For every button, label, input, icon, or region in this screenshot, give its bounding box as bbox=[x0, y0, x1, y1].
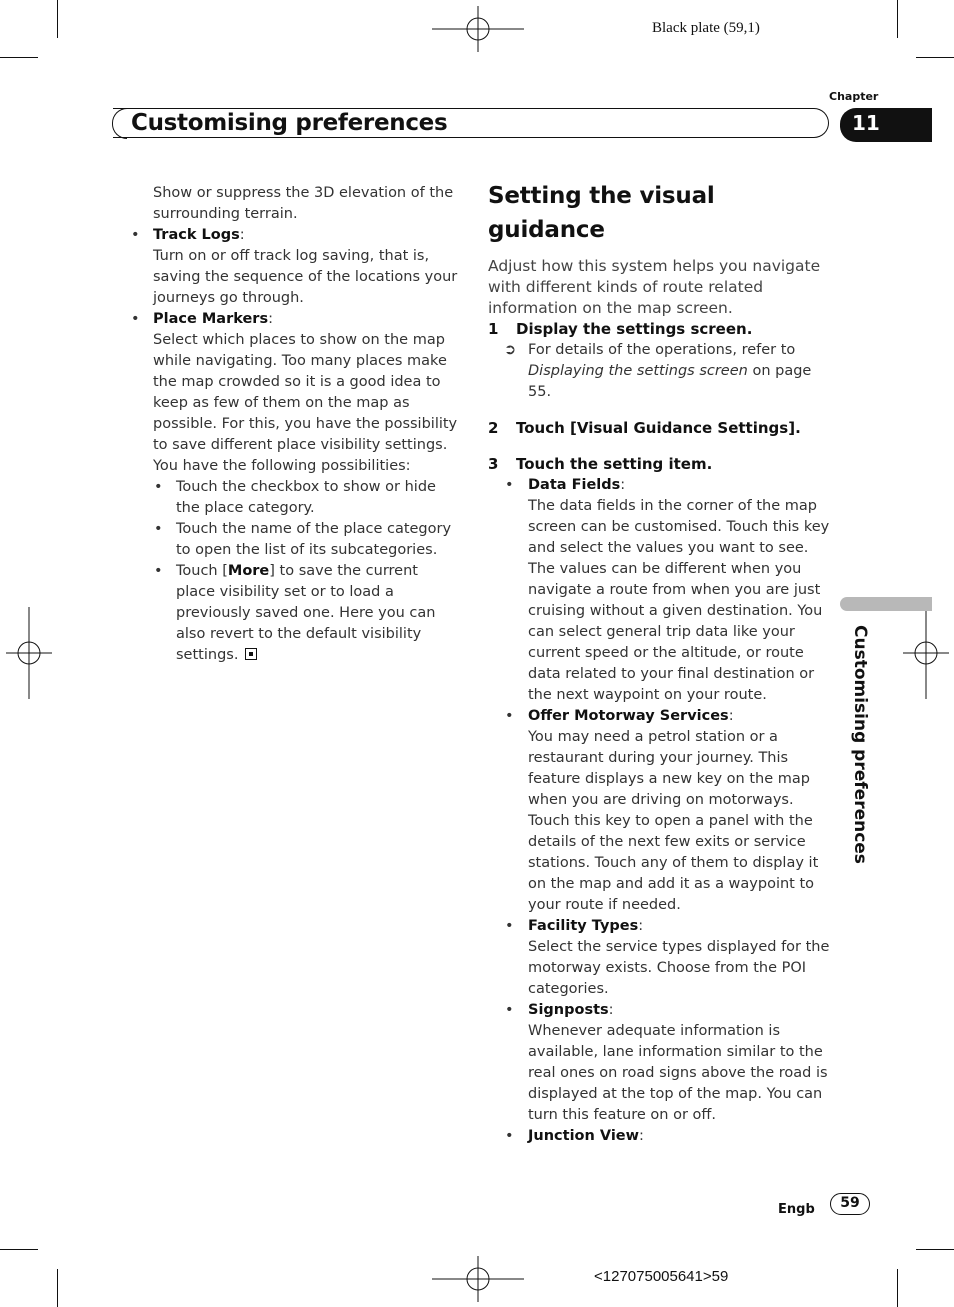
page-number: 59 bbox=[830, 1193, 870, 1215]
crop-mark bbox=[0, 1249, 38, 1250]
setting-item-junction-view: • Junction View: bbox=[505, 1128, 644, 1144]
chapter-number: 11 bbox=[852, 111, 880, 135]
step-1 bbox=[488, 319, 833, 340]
setting-item-motorway-services: • Offer Motorway Services: bbox=[505, 708, 734, 724]
registration-mark-left bbox=[6, 607, 52, 699]
crop-mark bbox=[897, 1269, 898, 1307]
item-colon: : bbox=[620, 477, 626, 493]
track-logs-text: Turn on or off track log saving, that is, saving the sequence of the locations your journeys go through. bbox=[153, 248, 458, 306]
item-name: Data Fields bbox=[528, 477, 621, 493]
item-colon: : bbox=[268, 311, 273, 327]
list-item-place-markers: • Place Markers: bbox=[131, 311, 273, 327]
arrow-icon: ➲ bbox=[504, 342, 517, 358]
setting-item-data-fields: • Data Fields: bbox=[505, 477, 626, 493]
sub-item-text: ] to save the current place visibility set or to load a previously saved one. Here you can also revert to the default visibility settings. bbox=[176, 563, 436, 663]
step-text: Touch the setting item. bbox=[516, 455, 713, 473]
registration-mark-top bbox=[432, 6, 524, 52]
step-number: 3 bbox=[488, 455, 499, 473]
sub-item-text: Touch the checkbox to show or hide the place category. bbox=[176, 479, 436, 516]
setting-item-text: Whenever adequate information is available, lane information similar to the real ones on road signs above the road is displayed at the top of the map. You can turn this feature on or off. bbox=[528, 1023, 828, 1123]
right-column bbox=[488, 179, 833, 1147]
item-colon: : bbox=[728, 708, 734, 724]
step-3 bbox=[488, 454, 833, 475]
item-name: Offer Motorway Services bbox=[528, 708, 729, 724]
item-colon: : bbox=[638, 918, 644, 934]
side-tab-label: Customising preferences bbox=[850, 625, 870, 864]
item-name: Track Logs bbox=[153, 227, 240, 243]
step-text: Touch [Visual Guidance Settings]. bbox=[516, 419, 801, 437]
setting-item-text: The data fields in the corner of the map screen can be customised. Touch this key and select the values you want to see. The values can be different when you navigate a route from when you are just cruising without a given destination. You can select general trip data like your current speed or the altitude, or route data related to your final destination or the next waypoint on your route. bbox=[528, 498, 830, 703]
crop-mark bbox=[916, 1249, 954, 1250]
document-code: <127075005641>59 bbox=[594, 1268, 729, 1285]
crop-mark bbox=[57, 1269, 58, 1307]
item-colon: : bbox=[639, 1128, 644, 1144]
step-number: 2 bbox=[488, 419, 499, 437]
more-key: More bbox=[227, 563, 270, 579]
sub-item: • Touch the name of the place category to open the list of its subcategories. bbox=[154, 521, 452, 558]
item-name: Place Markers bbox=[153, 311, 269, 327]
item-colon: : bbox=[239, 227, 245, 243]
section-title: Setting the visual guidance bbox=[488, 183, 715, 243]
setting-item-text: You may need a petrol station or a restaurant during your journey. This feature displays a new key on the map when you are driving on motorways. Touch this key to open a panel with the details of the next few exits or service stations. Touch any of them to display it on the map and add it as a waypoint to your route if needed. bbox=[528, 729, 819, 913]
side-tab bbox=[840, 597, 932, 611]
sub-item: • Touch [More] to save the current place visibility set or to load a previously saved one. Here you can also revert to the default visibility settings. bbox=[154, 563, 436, 663]
step-text: Display the settings screen. bbox=[516, 320, 753, 338]
crop-mark bbox=[897, 0, 898, 38]
left-column bbox=[131, 183, 461, 666]
sub-item-text: Touch [ bbox=[176, 563, 228, 579]
item-name: Junction View bbox=[528, 1128, 640, 1144]
language-label: Engb bbox=[778, 1202, 815, 1217]
step-number: 1 bbox=[488, 320, 499, 338]
setting-item-signposts: • Signposts: bbox=[505, 1002, 614, 1018]
registration-mark-bottom bbox=[432, 1256, 524, 1302]
terrain-text: Show or suppress the 3D elevation of the surrounding terrain. bbox=[153, 185, 454, 222]
item-name: Facility Types bbox=[528, 918, 639, 934]
list-item-track-logs: • Track Logs: bbox=[131, 227, 245, 243]
step-2 bbox=[488, 418, 833, 439]
sub-item: • Touch the checkbox to show or hide the place category. bbox=[154, 479, 436, 516]
note-text: For details of the operations, refer to bbox=[528, 342, 796, 358]
setting-item-text: Select the service types displayed for the motorway exists. Choose from the POI categories. bbox=[528, 939, 830, 997]
crop-mark bbox=[57, 0, 58, 38]
note-reference: Displaying the settings screen bbox=[528, 363, 748, 379]
item-colon: : bbox=[608, 1002, 614, 1018]
chapter-label: Chapter bbox=[829, 90, 879, 103]
end-mark-icon bbox=[245, 648, 257, 660]
item-name: Signposts bbox=[528, 1002, 609, 1018]
registration-mark-right bbox=[903, 607, 949, 699]
page-title: Customising preferences bbox=[131, 110, 448, 136]
crop-mark bbox=[916, 57, 954, 58]
setting-item-facility-types: • Facility Types: bbox=[505, 918, 644, 934]
sub-item-text: Touch the name of the place category to open the list of its subcategories. bbox=[176, 521, 452, 558]
crop-mark bbox=[0, 57, 38, 58]
place-markers-text: Select which places to show on the map while navigating. Too many places make the map crowded so it is a good idea to keep as few of them on the map as possible. For this, you have the possibility to save different place visibility settings. You have the following possibilities: bbox=[153, 332, 458, 474]
note-text: on page 55. bbox=[528, 363, 812, 400]
step-1-note bbox=[488, 340, 833, 403]
section-intro: Adjust how this system helps you navigate with different kinds of route related information on the map screen. bbox=[488, 257, 821, 317]
plate-label: Black plate (59,1) bbox=[652, 20, 760, 36]
